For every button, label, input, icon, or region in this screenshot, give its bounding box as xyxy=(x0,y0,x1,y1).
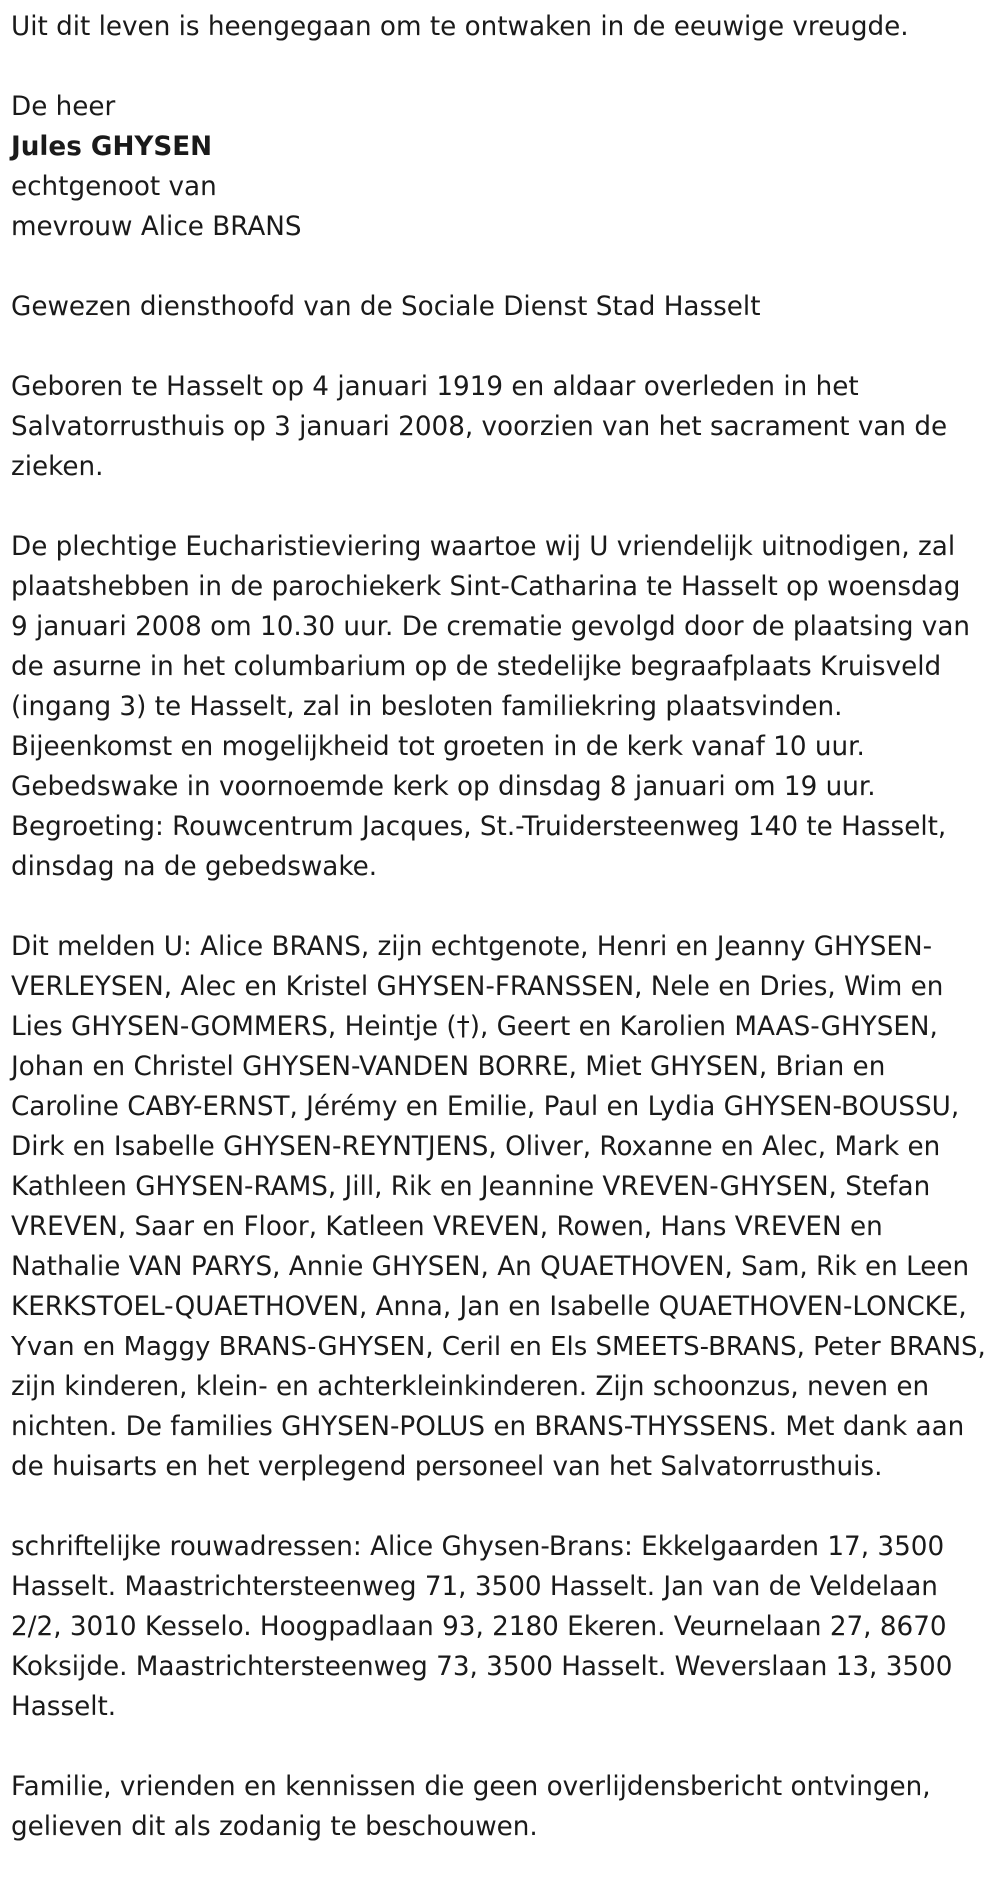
paragraph-line: zijn kinderen, klein- en achterkleinkinderen. Zijn schoonzus, neven en xyxy=(11,1372,930,1402)
paragraph-line: de huisarts en het verplegend personeel van het Salvatorrusthuis. xyxy=(11,1452,883,1482)
paragraph-line: dinsdag na de gebedswake. xyxy=(11,852,378,882)
closing-paragraph xyxy=(11,1767,996,1847)
paragraph-line: Hasselt. Maastrichtersteenweg 71, 3500 Hasselt. Jan van de Veldelaan xyxy=(11,1572,938,1602)
paragraph-line: 2/2, 3010 Kesselo. Hoogpadlaan 93, 2180 Ekeren. Veurnelaan 27, 8670 xyxy=(11,1612,947,1642)
spacer xyxy=(11,1727,996,1767)
deceased-name: Jules GHYSEN xyxy=(11,132,213,162)
spacer xyxy=(11,327,996,367)
title-prefix: De heer xyxy=(11,92,116,122)
paragraph-line: Begroeting: Rouwcentrum Jacques, St.-Truidersteenweg 140 te Hasselt, xyxy=(11,812,947,842)
paragraph-line: Lies GHYSEN-GOMMERS, Heintje (†), Geert en Karolien MAAS-GHYSEN, xyxy=(11,1012,938,1042)
paragraph-line: Nathalie VAN PARYS, Annie GHYSEN, An QUAETHOVEN, Sam, Rik en Leen xyxy=(11,1252,970,1282)
paragraph-line: Hasselt. xyxy=(11,1692,117,1722)
paragraph-line: VREVEN, Saar en Floor, Katleen VREVEN, Rowen, Hans VREVEN en xyxy=(11,1212,883,1242)
family-paragraph xyxy=(11,927,996,1487)
paragraph-line: nichten. De families GHYSEN-POLUS en BRANS-THYSSENS. Met dank aan xyxy=(11,1412,965,1442)
spouse-name: mevrouw Alice BRANS xyxy=(11,212,302,242)
paragraph-line: Gebedswake in voornoemde kerk op dinsdag 8 januari om 19 uur. xyxy=(11,772,876,802)
paragraph-line: Dit melden U: Alice BRANS, zijn echtgenote, Henri en Jeanny GHYSEN- xyxy=(11,932,933,962)
paragraph-line: Salvatorrusthuis op 3 januari 2008, voorzien van het sacrament van de xyxy=(11,412,948,442)
obituary-notice xyxy=(11,7,996,1847)
occupation-text: Gewezen diensthoofd van de Sociale Dienst Stad Hasselt xyxy=(11,292,761,322)
spacer xyxy=(11,487,996,527)
paragraph-line: Bijeenkomst en mogelijkheid tot groeten in de kerk vanaf 10 uur. xyxy=(11,732,865,762)
paragraph-line: Familie, vrienden en kennissen die geen overlijdensbericht ontvingen, xyxy=(11,1772,931,1802)
paragraph-line: 9 januari 2008 om 10.30 uur. De crematie gevolgd door de plaatsing van xyxy=(11,612,971,642)
paragraph-line: VERLEYSEN, Alec en Kristel GHYSEN-FRANSSEN, Nele en Dries, Wim en xyxy=(11,972,944,1002)
paragraph-line: schriftelijke rouwadressen: Alice Ghysen-Brans: Ekkelgaarden 17, 3500 xyxy=(11,1532,945,1562)
spacer xyxy=(11,887,996,927)
paragraph-line: (ingang 3) te Hasselt, zal in besloten familiekring plaatsvinden. xyxy=(11,692,843,722)
spacer xyxy=(11,1487,996,1527)
paragraph-line: Caroline CABY-ERNST, Jérémy en Emilie, Paul en Lydia GHYSEN-BOUSSU, xyxy=(11,1092,960,1122)
ceremony-paragraph xyxy=(11,527,996,887)
paragraph-line: plaatshebben in de parochiekerk Sint-Catharina te Hasselt op woensdag xyxy=(11,572,961,602)
paragraph-line: de asurne in het columbarium op de stedelijke begraafplaats Kruisveld xyxy=(11,652,942,682)
spacer xyxy=(11,247,996,287)
paragraph-line: Johan en Christel GHYSEN-VANDEN BORRE, Miet GHYSEN, Brian en xyxy=(11,1052,886,1082)
paragraph-line: Koksijde. Maastrichtersteenweg 73, 3500 Hasselt. Weverslaan 13, 3500 xyxy=(11,1652,953,1682)
paragraph-line: Dirk en Isabelle GHYSEN-REYNTJENS, Oliver, Roxanne en Alec, Mark en xyxy=(11,1132,941,1162)
paragraph-line: Geboren te Hasselt op 4 januari 1919 en aldaar overleden in het xyxy=(11,372,859,402)
spouse-relation: echtgenoot van xyxy=(11,172,217,202)
addresses-paragraph xyxy=(11,1527,996,1727)
spacer xyxy=(11,47,996,87)
paragraph-line: De plechtige Eucharistieviering waartoe wij U vriendelijk uitnodigen, zal xyxy=(11,532,956,562)
intro-text: Uit dit leven is heengegaan om te ontwaken in de eeuwige vreugde. xyxy=(11,12,909,42)
paragraph-line: Yvan en Maggy BRANS-GHYSEN, Ceril en Els SMEETS-BRANS, Peter BRANS, xyxy=(11,1332,986,1362)
paragraph-line: zieken. xyxy=(11,452,104,482)
paragraph-line: gelieven dit als zodanig te beschouwen. xyxy=(11,1812,538,1842)
paragraph-line: Kathleen GHYSEN-RAMS, Jill, Rik en Jeannine VREVEN-GHYSEN, Stefan xyxy=(11,1172,931,1202)
paragraph-line: KERKSTOEL-QUAETHOVEN, Anna, Jan en Isabelle QUAETHOVEN-LONCKE, xyxy=(11,1292,967,1322)
birth-death-paragraph xyxy=(11,367,996,487)
